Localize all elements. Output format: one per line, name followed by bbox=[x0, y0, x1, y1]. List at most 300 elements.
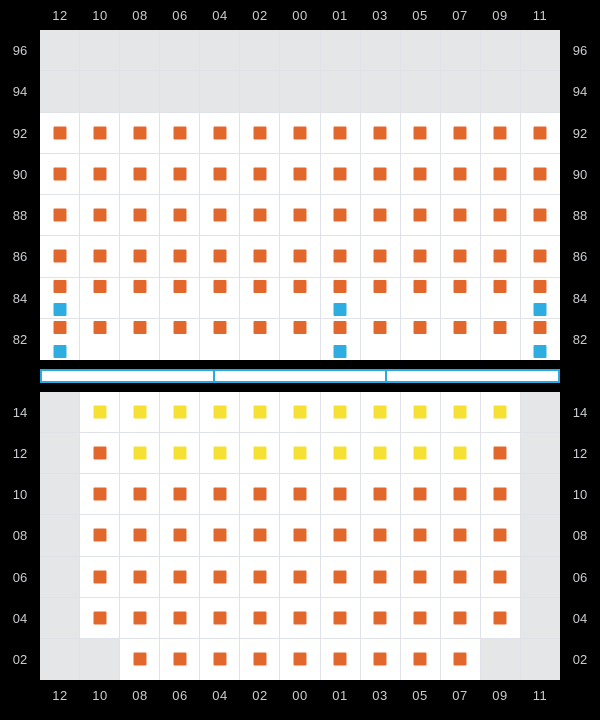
seat-marker[interactable] bbox=[93, 529, 106, 542]
seat-marker[interactable] bbox=[133, 406, 146, 419]
seat-marker[interactable] bbox=[334, 250, 347, 263]
seat-marker[interactable] bbox=[253, 321, 266, 334]
seat-cell-94-08[interactable] bbox=[120, 71, 160, 112]
seat-cell-02-04[interactable] bbox=[200, 639, 240, 680]
seat-cell-90-02[interactable] bbox=[240, 154, 280, 195]
seat-marker[interactable] bbox=[213, 250, 226, 263]
seat-cell-06-01[interactable] bbox=[321, 557, 361, 598]
seat-cell-04-06[interactable] bbox=[160, 598, 200, 639]
seat-cell-06-00[interactable] bbox=[280, 557, 320, 598]
seat-cell-06-10[interactable] bbox=[80, 557, 120, 598]
seat-cell-10-00[interactable] bbox=[280, 474, 320, 515]
seat-marker[interactable] bbox=[133, 280, 146, 293]
seat-cell-86-03[interactable] bbox=[361, 236, 401, 277]
walkway-segment-1[interactable] bbox=[42, 371, 215, 381]
seat-cell-10-02[interactable] bbox=[240, 474, 280, 515]
seat-cell-06-09[interactable] bbox=[481, 557, 521, 598]
seat-cell-86-00[interactable] bbox=[280, 236, 320, 277]
seat-marker[interactable] bbox=[454, 653, 467, 666]
seat-cell-90-12[interactable] bbox=[40, 154, 80, 195]
seat-marker[interactable] bbox=[213, 406, 226, 419]
seat-marker[interactable] bbox=[454, 167, 467, 180]
seat-cell-88-07[interactable] bbox=[441, 195, 481, 236]
seat-cell-84-02[interactable] bbox=[240, 278, 280, 319]
seat-marker[interactable] bbox=[374, 280, 387, 293]
seat-marker[interactable] bbox=[53, 321, 66, 334]
seat-cell-82-01[interactable] bbox=[321, 319, 361, 360]
seat-marker[interactable] bbox=[414, 126, 427, 139]
walkway-bar[interactable] bbox=[40, 369, 560, 383]
seat-marker[interactable] bbox=[494, 126, 507, 139]
seat-marker[interactable] bbox=[253, 209, 266, 222]
seat-marker[interactable] bbox=[334, 126, 347, 139]
seat-cell-92-07[interactable] bbox=[441, 113, 481, 154]
seat-cell-10-05[interactable] bbox=[401, 474, 441, 515]
seat-marker[interactable] bbox=[133, 529, 146, 542]
seat-marker[interactable] bbox=[213, 209, 226, 222]
seat-cell-96-12[interactable] bbox=[40, 30, 80, 71]
seat-cell-04-12[interactable] bbox=[40, 598, 80, 639]
seat-marker[interactable] bbox=[213, 126, 226, 139]
seat-cell-04-05[interactable] bbox=[401, 598, 441, 639]
seat-cell-12-03[interactable] bbox=[361, 433, 401, 474]
seat-marker[interactable] bbox=[534, 321, 547, 334]
seat-marker[interactable] bbox=[133, 447, 146, 460]
seat-cell-96-08[interactable] bbox=[120, 30, 160, 71]
seat-cell-04-10[interactable] bbox=[80, 598, 120, 639]
seat-marker[interactable] bbox=[534, 250, 547, 263]
seat-marker[interactable] bbox=[173, 611, 186, 624]
seat-cell-04-11[interactable] bbox=[521, 598, 560, 639]
seat-cell-96-00[interactable] bbox=[280, 30, 320, 71]
seat-marker[interactable] bbox=[253, 570, 266, 583]
seat-cell-92-05[interactable] bbox=[401, 113, 441, 154]
seat-marker[interactable] bbox=[414, 447, 427, 460]
seat-cell-02-09[interactable] bbox=[481, 639, 521, 680]
seat-cell-04-04[interactable] bbox=[200, 598, 240, 639]
seat-cell-14-09[interactable] bbox=[481, 392, 521, 433]
seat-marker[interactable] bbox=[374, 570, 387, 583]
seat-cell-86-11[interactable] bbox=[521, 236, 560, 277]
seat-cell-96-10[interactable] bbox=[80, 30, 120, 71]
seat-cell-82-10[interactable] bbox=[80, 319, 120, 360]
seat-marker[interactable] bbox=[534, 167, 547, 180]
seat-cell-86-04[interactable] bbox=[200, 236, 240, 277]
seat-marker[interactable] bbox=[173, 488, 186, 501]
seat-cell-94-10[interactable] bbox=[80, 71, 120, 112]
seat-cell-02-00[interactable] bbox=[280, 639, 320, 680]
seat-cell-02-01[interactable] bbox=[321, 639, 361, 680]
seat-cell-12-12[interactable] bbox=[40, 433, 80, 474]
seat-cell-84-09[interactable] bbox=[481, 278, 521, 319]
seat-marker[interactable] bbox=[534, 209, 547, 222]
seat-marker[interactable] bbox=[294, 611, 307, 624]
seat-cell-94-07[interactable] bbox=[441, 71, 481, 112]
seat-cell-04-09[interactable] bbox=[481, 598, 521, 639]
seat-cell-06-11[interactable] bbox=[521, 557, 560, 598]
seat-cell-88-08[interactable] bbox=[120, 195, 160, 236]
seat-cell-08-01[interactable] bbox=[321, 515, 361, 556]
seat-marker[interactable] bbox=[53, 280, 66, 293]
seat-marker[interactable] bbox=[53, 167, 66, 180]
seat-cell-02-06[interactable] bbox=[160, 639, 200, 680]
seat-marker[interactable] bbox=[173, 280, 186, 293]
seat-marker[interactable] bbox=[173, 570, 186, 583]
seat-marker[interactable] bbox=[494, 447, 507, 460]
seat-marker[interactable] bbox=[534, 126, 547, 139]
seat-cell-10-03[interactable] bbox=[361, 474, 401, 515]
seat-cell-02-07[interactable] bbox=[441, 639, 481, 680]
seat-cell-08-06[interactable] bbox=[160, 515, 200, 556]
seat-cell-10-09[interactable] bbox=[481, 474, 521, 515]
seat-marker[interactable] bbox=[374, 653, 387, 666]
seat-marker[interactable] bbox=[374, 488, 387, 501]
seat-cell-90-04[interactable] bbox=[200, 154, 240, 195]
seat-cell-02-05[interactable] bbox=[401, 639, 441, 680]
seat-cell-02-03[interactable] bbox=[361, 639, 401, 680]
seat-marker[interactable] bbox=[454, 529, 467, 542]
seat-cell-88-00[interactable] bbox=[280, 195, 320, 236]
seat-marker[interactable] bbox=[294, 570, 307, 583]
seat-cell-90-08[interactable] bbox=[120, 154, 160, 195]
seat-cell-88-12[interactable] bbox=[40, 195, 80, 236]
seat-cell-92-11[interactable] bbox=[521, 113, 560, 154]
seat-marker[interactable] bbox=[334, 303, 347, 316]
seat-cell-82-02[interactable] bbox=[240, 319, 280, 360]
seat-marker[interactable] bbox=[133, 611, 146, 624]
seat-cell-86-09[interactable] bbox=[481, 236, 521, 277]
seat-marker[interactable] bbox=[414, 167, 427, 180]
seat-marker[interactable] bbox=[93, 321, 106, 334]
seat-cell-92-12[interactable] bbox=[40, 113, 80, 154]
seat-cell-14-06[interactable] bbox=[160, 392, 200, 433]
seat-cell-04-00[interactable] bbox=[280, 598, 320, 639]
seat-cell-88-02[interactable] bbox=[240, 195, 280, 236]
seat-cell-86-08[interactable] bbox=[120, 236, 160, 277]
seat-cell-92-10[interactable] bbox=[80, 113, 120, 154]
seat-marker[interactable] bbox=[334, 447, 347, 460]
seat-cell-88-01[interactable] bbox=[321, 195, 361, 236]
seat-cell-14-07[interactable] bbox=[441, 392, 481, 433]
seat-cell-08-11[interactable] bbox=[521, 515, 560, 556]
seat-cell-82-04[interactable] bbox=[200, 319, 240, 360]
seat-marker[interactable] bbox=[294, 280, 307, 293]
seat-cell-86-06[interactable] bbox=[160, 236, 200, 277]
seat-marker[interactable] bbox=[93, 447, 106, 460]
seat-cell-94-01[interactable] bbox=[321, 71, 361, 112]
seat-marker[interactable] bbox=[133, 167, 146, 180]
seat-cell-12-02[interactable] bbox=[240, 433, 280, 474]
seat-marker[interactable] bbox=[253, 280, 266, 293]
seat-cell-96-05[interactable] bbox=[401, 30, 441, 71]
seat-marker[interactable] bbox=[93, 611, 106, 624]
seat-marker[interactable] bbox=[374, 209, 387, 222]
seat-cell-88-03[interactable] bbox=[361, 195, 401, 236]
seat-cell-94-09[interactable] bbox=[481, 71, 521, 112]
seat-marker[interactable] bbox=[334, 653, 347, 666]
seat-marker[interactable] bbox=[213, 280, 226, 293]
seat-cell-84-11[interactable] bbox=[521, 278, 560, 319]
seat-cell-14-01[interactable] bbox=[321, 392, 361, 433]
seat-cell-06-07[interactable] bbox=[441, 557, 481, 598]
seat-marker[interactable] bbox=[213, 529, 226, 542]
seat-cell-12-10[interactable] bbox=[80, 433, 120, 474]
seat-marker[interactable] bbox=[454, 250, 467, 263]
seat-marker[interactable] bbox=[414, 653, 427, 666]
seat-marker[interactable] bbox=[494, 250, 507, 263]
seat-cell-88-10[interactable] bbox=[80, 195, 120, 236]
seat-cell-08-02[interactable] bbox=[240, 515, 280, 556]
seat-cell-86-02[interactable] bbox=[240, 236, 280, 277]
seat-marker[interactable] bbox=[534, 303, 547, 316]
seat-marker[interactable] bbox=[173, 653, 186, 666]
seat-cell-04-07[interactable] bbox=[441, 598, 481, 639]
seat-marker[interactable] bbox=[454, 488, 467, 501]
seat-cell-82-03[interactable] bbox=[361, 319, 401, 360]
seat-marker[interactable] bbox=[334, 209, 347, 222]
seat-marker[interactable] bbox=[494, 209, 507, 222]
seat-marker[interactable] bbox=[374, 167, 387, 180]
seat-marker[interactable] bbox=[53, 303, 66, 316]
seat-marker[interactable] bbox=[294, 126, 307, 139]
seat-marker[interactable] bbox=[334, 488, 347, 501]
seat-marker[interactable] bbox=[213, 611, 226, 624]
seat-cell-04-03[interactable] bbox=[361, 598, 401, 639]
seat-cell-94-06[interactable] bbox=[160, 71, 200, 112]
seat-marker[interactable] bbox=[454, 280, 467, 293]
seat-cell-90-00[interactable] bbox=[280, 154, 320, 195]
seat-marker[interactable] bbox=[213, 321, 226, 334]
seat-cell-96-06[interactable] bbox=[160, 30, 200, 71]
seat-marker[interactable] bbox=[414, 570, 427, 583]
seat-cell-92-03[interactable] bbox=[361, 113, 401, 154]
seat-cell-94-00[interactable] bbox=[280, 71, 320, 112]
seat-marker[interactable] bbox=[294, 488, 307, 501]
seat-cell-84-04[interactable] bbox=[200, 278, 240, 319]
seat-marker[interactable] bbox=[374, 321, 387, 334]
seat-cell-02-11[interactable] bbox=[521, 639, 560, 680]
seat-marker[interactable] bbox=[494, 570, 507, 583]
seat-cell-96-01[interactable] bbox=[321, 30, 361, 71]
seat-cell-12-01[interactable] bbox=[321, 433, 361, 474]
seat-cell-90-07[interactable] bbox=[441, 154, 481, 195]
seat-cell-12-08[interactable] bbox=[120, 433, 160, 474]
seat-cell-86-10[interactable] bbox=[80, 236, 120, 277]
seat-marker[interactable] bbox=[173, 250, 186, 263]
seat-cell-06-04[interactable] bbox=[200, 557, 240, 598]
seat-cell-86-05[interactable] bbox=[401, 236, 441, 277]
seat-cell-84-05[interactable] bbox=[401, 278, 441, 319]
seat-cell-12-05[interactable] bbox=[401, 433, 441, 474]
seat-marker[interactable] bbox=[173, 126, 186, 139]
seat-marker[interactable] bbox=[253, 529, 266, 542]
seat-marker[interactable] bbox=[534, 280, 547, 293]
seat-cell-84-00[interactable] bbox=[280, 278, 320, 319]
seat-cell-96-04[interactable] bbox=[200, 30, 240, 71]
seat-cell-14-02[interactable] bbox=[240, 392, 280, 433]
seat-cell-08-07[interactable] bbox=[441, 515, 481, 556]
seat-cell-84-07[interactable] bbox=[441, 278, 481, 319]
seat-marker[interactable] bbox=[213, 570, 226, 583]
seat-cell-94-03[interactable] bbox=[361, 71, 401, 112]
seat-cell-08-12[interactable] bbox=[40, 515, 80, 556]
lower-seat-matrix[interactable] bbox=[40, 392, 560, 680]
seat-cell-12-04[interactable] bbox=[200, 433, 240, 474]
seat-marker[interactable] bbox=[133, 321, 146, 334]
seat-marker[interactable] bbox=[253, 126, 266, 139]
seat-cell-08-04[interactable] bbox=[200, 515, 240, 556]
seat-cell-86-07[interactable] bbox=[441, 236, 481, 277]
seat-cell-92-00[interactable] bbox=[280, 113, 320, 154]
seat-cell-06-06[interactable] bbox=[160, 557, 200, 598]
seat-cell-90-05[interactable] bbox=[401, 154, 441, 195]
seat-cell-08-10[interactable] bbox=[80, 515, 120, 556]
seat-marker[interactable] bbox=[454, 447, 467, 460]
seat-cell-82-11[interactable] bbox=[521, 319, 560, 360]
seat-cell-82-08[interactable] bbox=[120, 319, 160, 360]
seat-marker[interactable] bbox=[454, 321, 467, 334]
seat-cell-92-08[interactable] bbox=[120, 113, 160, 154]
seat-marker[interactable] bbox=[294, 447, 307, 460]
seat-marker[interactable] bbox=[173, 321, 186, 334]
seat-marker[interactable] bbox=[494, 167, 507, 180]
seat-marker[interactable] bbox=[173, 529, 186, 542]
seat-cell-10-06[interactable] bbox=[160, 474, 200, 515]
seat-marker[interactable] bbox=[173, 167, 186, 180]
seat-marker[interactable] bbox=[334, 611, 347, 624]
seat-marker[interactable] bbox=[294, 529, 307, 542]
upper-seat-matrix[interactable] bbox=[40, 30, 560, 360]
seat-cell-90-06[interactable] bbox=[160, 154, 200, 195]
seat-cell-90-11[interactable] bbox=[521, 154, 560, 195]
seat-marker[interactable] bbox=[133, 488, 146, 501]
seat-marker[interactable] bbox=[454, 126, 467, 139]
seat-marker[interactable] bbox=[53, 345, 66, 358]
seat-cell-02-08[interactable] bbox=[120, 639, 160, 680]
seat-cell-84-03[interactable] bbox=[361, 278, 401, 319]
seat-marker[interactable] bbox=[414, 406, 427, 419]
seat-cell-10-04[interactable] bbox=[200, 474, 240, 515]
seat-marker[interactable] bbox=[494, 529, 507, 542]
seat-cell-10-07[interactable] bbox=[441, 474, 481, 515]
seat-marker[interactable] bbox=[334, 570, 347, 583]
seat-marker[interactable] bbox=[414, 529, 427, 542]
seat-marker[interactable] bbox=[454, 406, 467, 419]
seat-cell-10-12[interactable] bbox=[40, 474, 80, 515]
seat-marker[interactable] bbox=[213, 488, 226, 501]
seat-cell-08-03[interactable] bbox=[361, 515, 401, 556]
seat-cell-06-12[interactable] bbox=[40, 557, 80, 598]
seat-cell-82-12[interactable] bbox=[40, 319, 80, 360]
seat-cell-08-05[interactable] bbox=[401, 515, 441, 556]
seat-cell-84-12[interactable] bbox=[40, 278, 80, 319]
seat-marker[interactable] bbox=[334, 529, 347, 542]
seat-cell-92-09[interactable] bbox=[481, 113, 521, 154]
seat-cell-14-00[interactable] bbox=[280, 392, 320, 433]
seat-cell-88-06[interactable] bbox=[160, 195, 200, 236]
seat-cell-82-05[interactable] bbox=[401, 319, 441, 360]
seat-marker[interactable] bbox=[294, 209, 307, 222]
seat-marker[interactable] bbox=[414, 209, 427, 222]
seat-marker[interactable] bbox=[334, 406, 347, 419]
walkway-segment-3[interactable] bbox=[387, 371, 558, 381]
seat-cell-94-04[interactable] bbox=[200, 71, 240, 112]
seat-marker[interactable] bbox=[454, 209, 467, 222]
seat-cell-10-10[interactable] bbox=[80, 474, 120, 515]
seat-marker[interactable] bbox=[93, 488, 106, 501]
seat-cell-82-06[interactable] bbox=[160, 319, 200, 360]
seat-marker[interactable] bbox=[374, 611, 387, 624]
seat-marker[interactable] bbox=[414, 611, 427, 624]
seat-marker[interactable] bbox=[374, 529, 387, 542]
seat-marker[interactable] bbox=[494, 611, 507, 624]
seat-marker[interactable] bbox=[53, 126, 66, 139]
seat-marker[interactable] bbox=[173, 209, 186, 222]
seat-marker[interactable] bbox=[93, 406, 106, 419]
seat-marker[interactable] bbox=[334, 280, 347, 293]
seat-marker[interactable] bbox=[414, 488, 427, 501]
seat-cell-96-02[interactable] bbox=[240, 30, 280, 71]
seat-marker[interactable] bbox=[93, 280, 106, 293]
seat-marker[interactable] bbox=[93, 209, 106, 222]
seat-marker[interactable] bbox=[133, 209, 146, 222]
seat-marker[interactable] bbox=[374, 250, 387, 263]
seat-marker[interactable] bbox=[374, 406, 387, 419]
seat-cell-84-06[interactable] bbox=[160, 278, 200, 319]
seat-cell-82-00[interactable] bbox=[280, 319, 320, 360]
seat-marker[interactable] bbox=[374, 447, 387, 460]
seat-cell-06-03[interactable] bbox=[361, 557, 401, 598]
seat-marker[interactable] bbox=[253, 653, 266, 666]
seat-marker[interactable] bbox=[294, 321, 307, 334]
seat-cell-96-07[interactable] bbox=[441, 30, 481, 71]
seat-marker[interactable] bbox=[454, 611, 467, 624]
seat-marker[interactable] bbox=[93, 167, 106, 180]
seat-cell-88-05[interactable] bbox=[401, 195, 441, 236]
seat-marker[interactable] bbox=[173, 447, 186, 460]
seat-marker[interactable] bbox=[253, 447, 266, 460]
seat-cell-94-11[interactable] bbox=[521, 71, 560, 112]
seat-marker[interactable] bbox=[334, 167, 347, 180]
seat-cell-10-01[interactable] bbox=[321, 474, 361, 515]
seat-marker[interactable] bbox=[93, 250, 106, 263]
seat-marker[interactable] bbox=[494, 321, 507, 334]
seat-cell-82-09[interactable] bbox=[481, 319, 521, 360]
seat-cell-90-10[interactable] bbox=[80, 154, 120, 195]
seat-cell-02-02[interactable] bbox=[240, 639, 280, 680]
seat-marker[interactable] bbox=[133, 126, 146, 139]
seat-marker[interactable] bbox=[414, 280, 427, 293]
seat-cell-94-05[interactable] bbox=[401, 71, 441, 112]
seat-cell-14-05[interactable] bbox=[401, 392, 441, 433]
seat-cell-04-08[interactable] bbox=[120, 598, 160, 639]
seat-cell-14-12[interactable] bbox=[40, 392, 80, 433]
seat-cell-92-06[interactable] bbox=[160, 113, 200, 154]
seat-marker[interactable] bbox=[334, 345, 347, 358]
seat-cell-96-09[interactable] bbox=[481, 30, 521, 71]
seat-marker[interactable] bbox=[414, 321, 427, 334]
seat-cell-90-03[interactable] bbox=[361, 154, 401, 195]
seat-marker[interactable] bbox=[213, 167, 226, 180]
walkway-segment-2[interactable] bbox=[215, 371, 388, 381]
seat-cell-14-11[interactable] bbox=[521, 392, 560, 433]
seat-cell-12-11[interactable] bbox=[521, 433, 560, 474]
seat-cell-14-08[interactable] bbox=[120, 392, 160, 433]
seat-marker[interactable] bbox=[374, 126, 387, 139]
seat-cell-84-01[interactable] bbox=[321, 278, 361, 319]
seat-cell-14-10[interactable] bbox=[80, 392, 120, 433]
seat-marker[interactable] bbox=[494, 406, 507, 419]
